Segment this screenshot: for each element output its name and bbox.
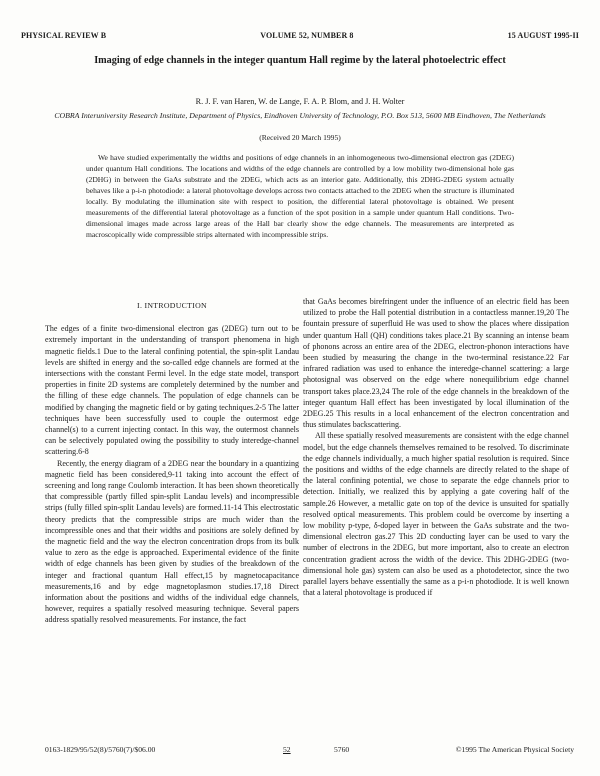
affiliation: COBRA Interuniversity Research Institute, Department of Physics, Eindhoven University of Technology, P.O. Box 513, 5600 MB Eindhoven, The Netherlands	[54, 111, 546, 120]
article-code: 0163-1829/95/52(8)/5760(7)/$06.00	[45, 745, 156, 754]
received-date: (Received 20 March 1995)	[259, 133, 341, 142]
paper-title: Imaging of edge channels in the integer quantum Hall regime by the lateral photoelectric effect	[94, 55, 506, 66]
journal-name: PHYSICAL REVIEW B	[21, 31, 107, 40]
volume-number: VOLUME 52, NUMBER 8	[260, 31, 354, 40]
section-heading: I. INTRODUCTION	[137, 301, 207, 310]
body-paragraph: The edges of a finite two-dimensional electron gas (2DEG) turn out to be extremely important in the understanding of transport phenomena in high magnetic fields.1 Due to the lateral confining potential, the spin-split Landau levels are shifted in energy and the so-called edge channels are formed at the intersections with the constant Fermi level. In the edge state model, transport properties in finite 2D systems are completely determined by the number and the filling of these edge channels. The population of edge channels can be modified by changing the magnetic field or by gating techniques.2-5 The latter techniques have been successfully used to couple the outermost edge channel(s) to a current injecting contact. In this way, the outermost channels can be selectively populated owing the possibility to study interedge-channel scattering.6-8	[45, 324, 299, 457]
page-number: 5760	[334, 745, 350, 754]
issue-date: 15 AUGUST 1995-II	[507, 31, 579, 40]
abstract	[86, 153, 514, 241]
left-column	[45, 296, 299, 626]
body-paragraph: that GaAs becomes birefringent under the influence of an electric field has been utilized to probe the Hall potential distribution in a contactless manner.19,20 The fountain pressure of superfluid He was used to show the places where dissipation under quantum Hall (QH) conditions takes place.21 By scanning an intense beam of phonons across an entire area of the 2DEG, electron-phonon interactions have been studied by measuring the change in the two-terminal resistance.22 Far infrared radiation was used to enhance the interedge-channel scattering: a large photosignal was observed on the edge where nonequilibrium edge channel transport takes place.23,24 The role of the edge channels in the breakdown of the integer quantum Hall effect has been investigated by local illumination of the 2DEG.25 This results in a local enhancement of the electron concentration and thus stimulates backscattering.	[303, 297, 569, 430]
footer-volume: 52	[283, 745, 291, 754]
abstract-text: We have studied experimentally the widths and positions of edge channels in an inhomogeneous two-dimensional electron gas (2DEG) under quantum Hall conditions. The locations and widths of the edge channels are controlled by a low mobility two-dimensional hole gas (2DHG) in between the GaAs substrate and the 2DEG, which acts as an interior gate. Additionally, this 2DHG-2DEG system actually behaves like a p-i-n photodiode: a lateral photovoltage develops across two contacts attached to the 2DEG when the structure is illuminated locally. By modulating the illumination site with respect to position, the differential lateral photovoltage is obtained. We present measurements of the differential lateral photovoltage as a function of the spot position in a sample under quantum Hall conditions. Two-dimensional images made across large areas of the Hall bar clearly show the edge channels. The measurements are interpreted as macroscopically wide compressible strips alternated with incompressible strips.	[86, 153, 514, 239]
right-column	[303, 296, 569, 598]
running-header	[21, 31, 579, 40]
body-paragraph: Recently, the energy diagram of a 2DEG near the boundary in a quantizing magnetic field has been considered,9-11 taking into account the effect of screening and long range Coulomb interaction. It has been shown theoretically that compressible (partly filled spin-split Landau levels) and incompressible strips (fully filled spin-split Landau levels) are formed.11-14 This electrostatic theory predicts that the compressible strips are much wider than the incompressible ones and that their widths and positions are solely defined by the magnetic field and the way the electron concentration drops from its bulk value to zero as the edge is approached. Experimental evidence of the finite width of edge channels has been given by studies of the breakdown of the integer and fractional quantum Hall effect,15 by magnetocapacitance measurements,16 and by edge magnetoplasmon studies.17,18 Direct information about the positions and widths of the individual edge channels, however, requires a spatially resolved measuring technique. Several papers address spatially resolved measurements. For instance, the fact	[45, 458, 299, 625]
copyright-notice: ©1995 The American Physical Society	[455, 745, 574, 754]
body-paragraph: All these spatially resolved measurements are consistent with the edge channel model, but the edge channels themselves remained to be resolved. To discriminate the edge channels individually, a much higher spatial resolution is required. Since the positions and widths of the edge channels are directly related to the shape of the lateral confining potential, we chose to separate the edge channels prior to detection. Initially, we realized this by applying a gate covering half of the sample.26 However, a metallic gate on top of the device is unsuited for spatially resolved optical measurements. This problem could be overcome by inserting a low mobility p-type, δ-doped layer in between the GaAs substrate and the two-dimensional electron gas.27 This 2D conducting layer can be used to vary the number of electrons in the 2DEG, but more important, also to create an electron concentration gradient across the width of the device. This 2DHG-2DEG (two-dimensional hole gas) system can also be used as a photodetector, since the two parallel layers behave essentially the same as a p-i-n photodiode. It is well known that a lateral photovoltage is produced if	[303, 431, 569, 598]
author-list: R. J. F. van Haren, W. de Lange, F. A. P. Blom, and J. H. Wolter	[195, 97, 405, 106]
